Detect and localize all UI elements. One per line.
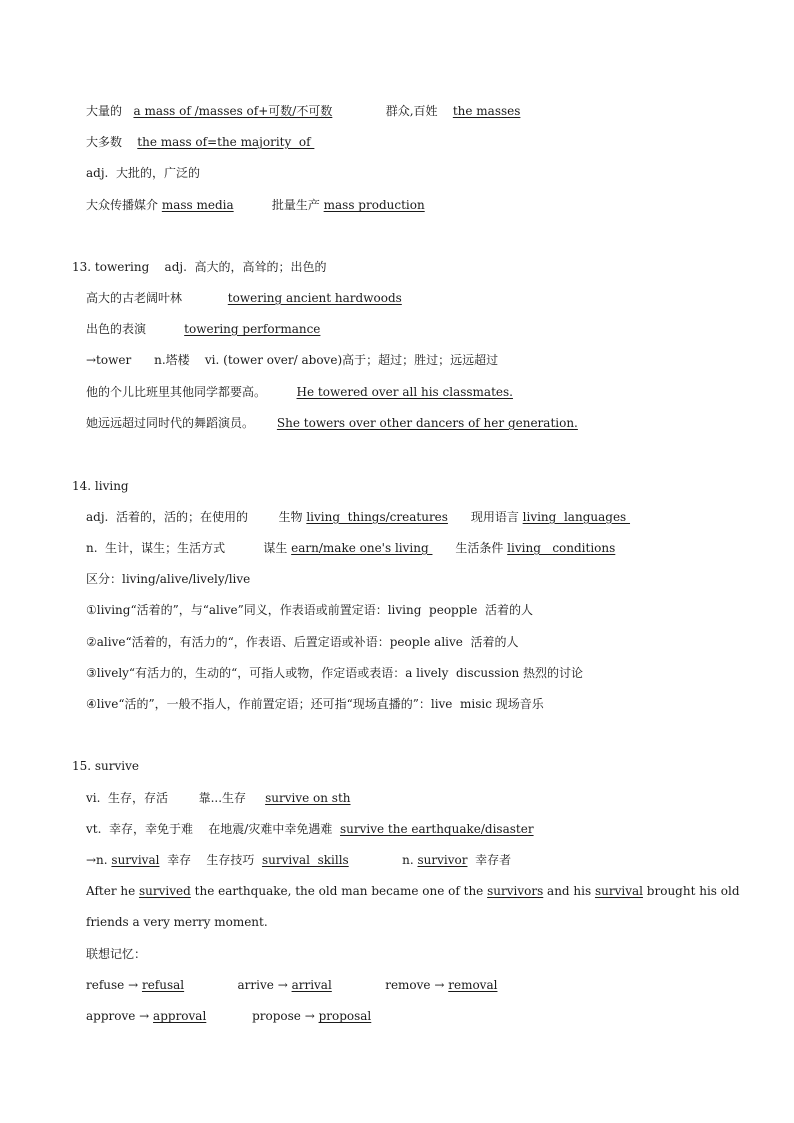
survive-disaster: survive the earthquake/disaster: [339, 822, 534, 836]
approval: approval: [153, 1009, 207, 1023]
mass-line-2: [86, 133, 314, 151]
survived: survived: [139, 884, 191, 898]
survivors: survivors: [487, 884, 544, 898]
proposal: proposal: [318, 1009, 372, 1023]
towering-example-1: He towered over all his classmates.: [296, 385, 513, 399]
survive-line-1: vi. 生存，存活 靠...生存 survive on sth: [86, 791, 351, 805]
living-line-5: ②alive“活着的，有活力的“，作表语、后置定语或补语：people alive 活着的人: [86, 635, 519, 649]
living-things: living things/creatures: [306, 510, 448, 524]
arrival: arrival: [291, 978, 332, 992]
towering-line-5: 她远远超过同时代的舞蹈演员。 She towers over other dancers of her generation.: [86, 416, 578, 430]
survival-skills: survival skills: [261, 853, 349, 867]
towering-hardwoods: towering ancient hardwoods: [227, 291, 402, 305]
survive-line-7: refuse → refusal arrive → arrival remove → removal: [86, 978, 498, 992]
mass-line-1: [86, 102, 520, 120]
living-line-6: ③lively“有活力的，生动的“，可指人或物，作定语或表语：a lively discussion 热烈的讨论: [86, 666, 584, 680]
survive-line-4: After he survived the earthquake, the old man became one of the survivors and his survival brought his old: [86, 884, 740, 898]
towering-heading: 13. towering adj. 高大的，高耸的；出色的: [72, 260, 327, 274]
survive-line-5: friends a very merry moment.: [86, 915, 268, 929]
towering-example-2: She towers over other dancers of her generation.: [276, 416, 578, 430]
living-line-4: ①living“活着的”，与“alive”同义，作表语或前置定语：living peopple 活着的人: [86, 603, 533, 617]
survival: survival: [594, 884, 643, 898]
living-languages: living languages: [522, 510, 631, 524]
survive-heading: 15. survive: [72, 759, 140, 773]
mass-media: mass media: [161, 198, 234, 212]
living-line-2: n. 生计，谋生；生活方式 谋生 earn/make one's living 生活条件 living conditions: [86, 541, 616, 555]
towering-performance: towering performance: [184, 322, 321, 336]
mass-majority-en: the mass of=the majority of: [137, 135, 315, 149]
towering-line-2: 出色的表演 towering performance: [86, 322, 321, 336]
earn-living: earn/make one's living: [291, 541, 433, 555]
mass-cn-2: 群众,百姓: [385, 104, 438, 118]
mass-cn-1: 大量的: [86, 104, 123, 118]
mass-majority-cn: 大多数: [86, 135, 123, 149]
refusal: refusal: [141, 978, 185, 992]
mass-en-2: the masses: [452, 104, 521, 118]
living-heading: 14. living: [72, 479, 129, 493]
survive-line-2: vt. 幸存，幸免于难 在地震/灾难中幸免遇难 survive the earthquake/disaster: [86, 822, 534, 836]
towering-line-4: 他的个儿比班里其他同学都要高。 He towered over all his classmates.: [86, 385, 513, 399]
removal: removal: [448, 978, 498, 992]
survive-line-6: 联想记忆：: [86, 947, 147, 961]
living-line-1: adj. 活着的，活的；在使用的 生物 living things/creatures 现用语言 living languages: [86, 510, 631, 524]
survival-noun: survival: [111, 853, 160, 867]
towering-line-1: 高大的古老阔叶林 towering ancient hardwoods: [86, 291, 402, 305]
living-line-7: ④live“活的”，一般不指人，作前置定语；还可指“现场直播的”：live misic 现场音乐: [86, 697, 544, 711]
survive-line-3: →n. survival 幸存 生存技巧 survival skills n. survivor 幸存者: [86, 853, 512, 867]
living-line-3: 区分：living/alive/lively/live: [86, 572, 251, 586]
survivor-noun: survivor: [417, 853, 468, 867]
mass-production: mass production: [323, 198, 425, 212]
living-conditions: living conditions: [507, 541, 616, 555]
mass-line-4: 大众传播媒介 mass media 批量生产 mass production: [86, 198, 425, 212]
mass-en-1: a mass of /masses of+可数/不可数: [133, 104, 333, 118]
survive-line-8: approve → approval propose → proposal: [86, 1009, 372, 1023]
survive-on-sth: survive on sth: [265, 791, 351, 805]
mass-line-3: adj. 大批的，广泛的: [86, 166, 201, 180]
towering-line-3: →tower n.塔楼 vi. (tower over/ above)高于；超过；胜过；远远超过: [86, 353, 499, 367]
